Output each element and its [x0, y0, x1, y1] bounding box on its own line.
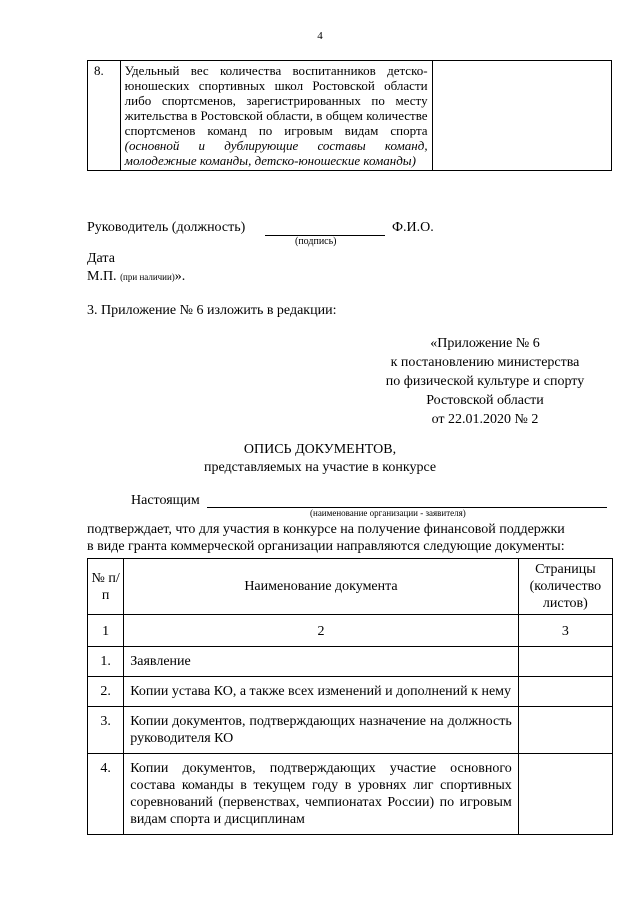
manager-label: Руководитель (должность)	[87, 220, 246, 235]
index-cell-1: 1	[88, 615, 124, 647]
appendix-line-1: «Приложение № 6	[430, 336, 540, 351]
header-number: № п/п	[88, 559, 124, 615]
appendix-header	[360, 334, 610, 429]
table-row	[88, 61, 612, 171]
signature-caption: (подпись)	[295, 236, 337, 247]
documents-table	[87, 558, 613, 835]
appendix-line-3: по физической культуре и спорту	[385, 374, 585, 389]
table-row	[88, 707, 613, 754]
intro-line-2: в виде гранта коммерческой организации направляются следующие документы:	[87, 539, 565, 554]
row-pages	[518, 707, 612, 754]
row-number: 1.	[88, 647, 124, 677]
appendix-line-4: Ростовской области	[426, 393, 544, 408]
organization-caption: (наименование организации - заявителя)	[310, 508, 466, 518]
table-row	[88, 677, 613, 707]
header-pages: Страницы (количество листов)	[518, 559, 612, 615]
row-number: 2.	[88, 677, 124, 707]
stamp-close: ».	[174, 269, 186, 284]
row-document-name: Заявление	[124, 647, 518, 677]
criterion-italic-note: (основной и дублирующие составы команд, молодежные команды, детско-юношеские команды)	[124, 138, 428, 168]
stamp-line	[87, 268, 185, 286]
row-number: 3.	[88, 707, 124, 754]
row-pages	[518, 677, 612, 707]
intro-line-1: подтверждает, что для участия в конкурсе на получение финансовой поддержки	[87, 522, 565, 537]
document-subtitle: представляемых на участие в конкурсе	[203, 460, 437, 475]
appendix-line-2: к постановлению министерства	[390, 355, 580, 370]
row-pages	[518, 647, 612, 677]
fio-label: Ф.И.О.	[392, 220, 434, 235]
header-document-name: Наименование документа	[124, 559, 518, 615]
appendix-line-5: от 22.01.2020 № 2	[431, 412, 539, 427]
row-pages	[518, 754, 612, 835]
stamp-label: М.П.	[87, 269, 117, 284]
stamp-note: (при наличии)	[120, 272, 175, 282]
table-header-row	[88, 559, 613, 615]
row-document-name: Копии устава КО, а также всех изменений и дополнений к нему	[124, 677, 518, 707]
table-row	[88, 754, 613, 835]
document-title: ОПИСЬ ДОКУМЕНТОВ,	[243, 442, 397, 457]
amendment-text: 3. Приложение № 6 изложить в редакции:	[87, 303, 337, 318]
criterion-main-text: Удельный вес количества воспитанников детско-юношеских спортивных школ Ростовской области либо спортсменов, зарегистрированных по месту жительства в Ростовской области, в общем количестве спортсменов команд по игровым видам спорта	[124, 63, 428, 138]
table-index-row	[88, 615, 613, 647]
page-number: 4	[317, 30, 323, 42]
row-number: 8.	[88, 61, 121, 171]
criterion-value-cell	[432, 61, 611, 171]
index-cell-2: 2	[124, 615, 518, 647]
criterion-text	[120, 61, 432, 171]
intro-lead: Настоящим	[131, 493, 200, 508]
row-document-name: Копии документов, подтверждающих назначение на должность руководителя КО	[124, 707, 518, 754]
date-label: Дата	[87, 251, 115, 266]
row-document-name: Копии документов, подтверждающих участие основного состава команды в текущем году в уровнях лиг спортивных соревнований (первенствах, чемпионатах России) по игровым видам спорта и дисциплинам	[124, 754, 518, 835]
table-row	[88, 647, 613, 677]
row-number: 4.	[88, 754, 124, 835]
criteria-table-continued	[87, 60, 612, 171]
index-cell-3: 3	[518, 615, 612, 647]
